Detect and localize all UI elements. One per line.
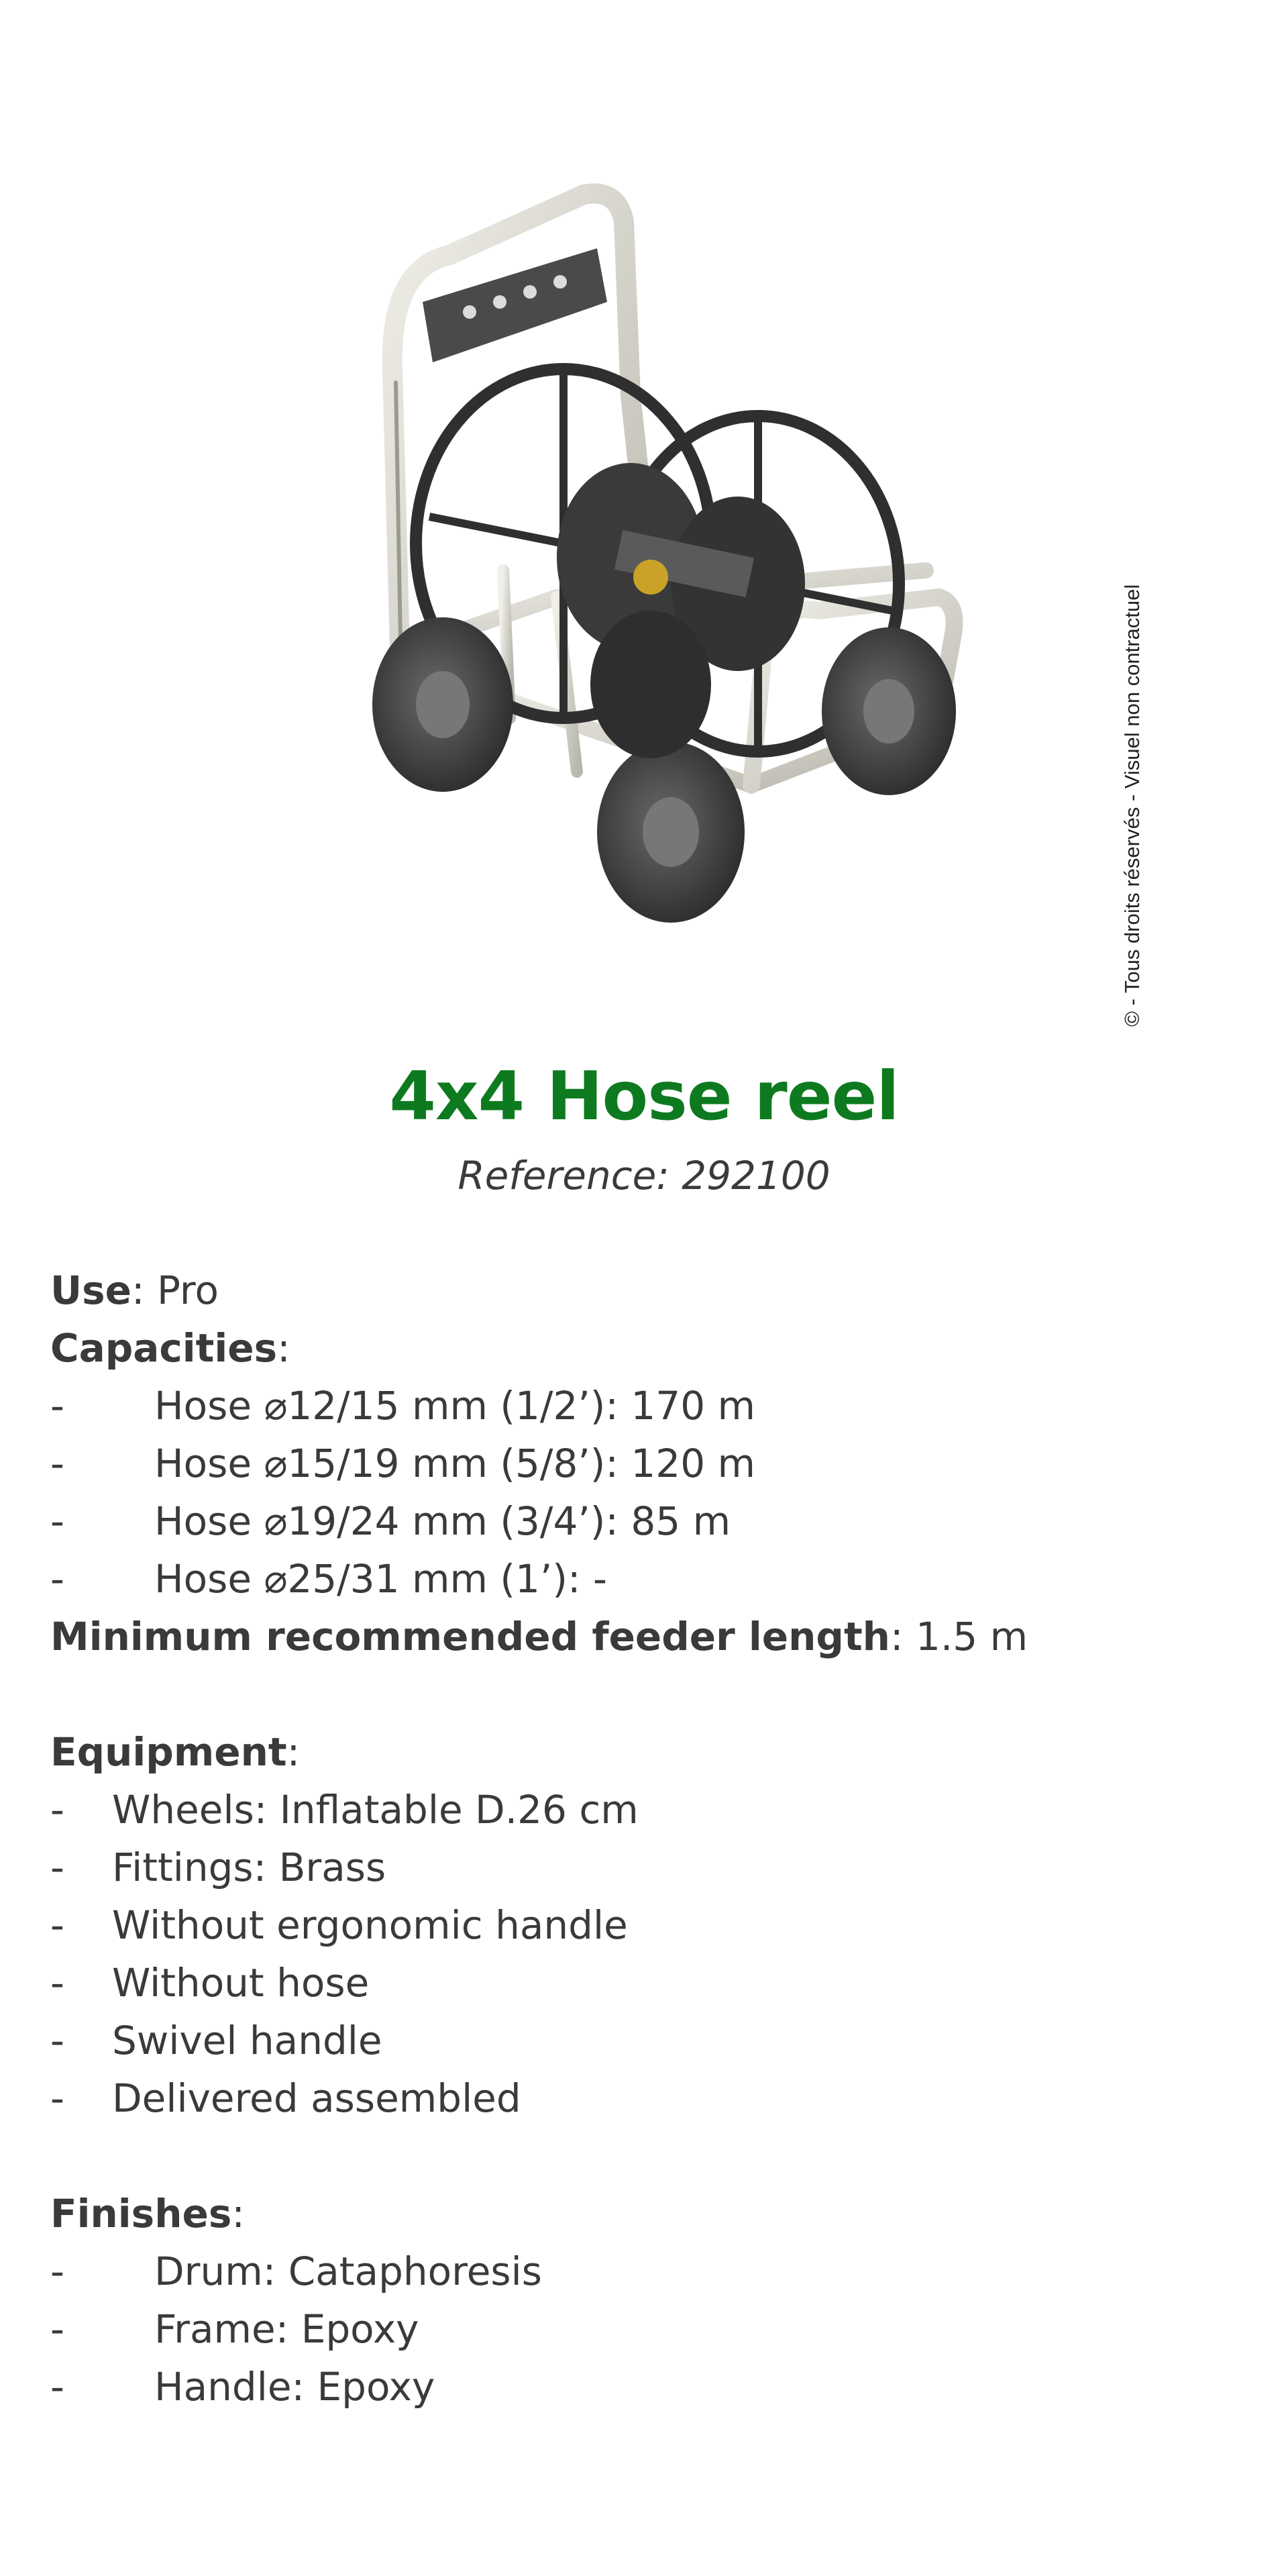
finishes-heading	[50, 2185, 1244, 2243]
finish-item: Handle: Epoxy	[154, 2364, 435, 2410]
list-item	[50, 2012, 1244, 2069]
product-title: 4x4 Hose reel	[389, 1057, 899, 1135]
equipment-heading	[50, 1723, 1244, 1781]
bullet-dash: -	[50, 2249, 64, 2294]
use-separator: :	[131, 1268, 157, 1313]
capacity-item: Hose ⌀25/31 mm (1’): -	[154, 1556, 607, 1602]
bullet-dash: -	[50, 2018, 64, 2063]
equipment-colon: :	[286, 1729, 301, 1775]
list-item	[50, 1781, 1244, 1839]
bullet-dash: -	[50, 1556, 64, 1602]
bullet-dash: -	[50, 1441, 64, 1486]
bullet-dash: -	[50, 1902, 64, 1948]
bullet-dash: -	[50, 1960, 64, 2006]
use-line	[50, 1261, 1244, 1319]
capacity-item: Hose ⌀15/19 mm (5/8’): 120 m	[154, 1441, 756, 1486]
capacities-colon: :	[277, 1325, 290, 1371]
capacity-item: Hose ⌀19/24 mm (3/4’): 85 m	[154, 1498, 731, 1544]
list-item	[50, 2358, 1244, 2416]
spacer	[50, 2127, 1244, 2185]
list-item	[50, 1492, 1244, 1550]
use-label: Use	[50, 1268, 131, 1313]
list-item	[50, 1839, 1244, 1896]
hose-reel-product-image	[335, 168, 1000, 946]
feeder-value: 1.5 m	[915, 1614, 1028, 1659]
list-item	[50, 1954, 1244, 2012]
copyright-notice: © - Tous droits réservés - Visuel non contractuel	[1120, 584, 1144, 1027]
spec-sheet	[50, 1261, 1244, 2416]
list-item	[50, 1550, 1244, 1608]
bullet-dash: -	[50, 2364, 64, 2410]
bullet-dash: -	[50, 2075, 64, 2121]
list-item	[50, 1435, 1244, 1492]
equipment-item: Without hose	[112, 1960, 370, 2006]
equipment-item: Delivered assembled	[112, 2075, 521, 2121]
capacities-label: Capacities	[50, 1325, 278, 1371]
bullet-dash: -	[50, 2306, 64, 2352]
spacer	[50, 1665, 1244, 1723]
product-reference: Reference: 292100	[458, 1153, 830, 1198]
list-item	[50, 2300, 1244, 2358]
list-item	[50, 2069, 1244, 2127]
wheels	[372, 611, 956, 923]
capacities-list	[50, 1377, 1244, 1608]
capacities-heading	[50, 1319, 1244, 1377]
equipment-item: Without ergonomic handle	[112, 1902, 628, 1948]
equipment-item: Swivel handle	[112, 2018, 382, 2063]
equipment-label: Equipment	[50, 1729, 287, 1775]
list-item	[50, 1377, 1244, 1435]
finishes-colon: :	[231, 2191, 245, 2236]
list-item	[50, 2243, 1244, 2300]
finish-item: Drum: Cataphoresis	[154, 2249, 542, 2294]
equipment-item: Fittings: Brass	[112, 1845, 386, 1890]
equipment-item: Wheels: Inflatable D.26 cm	[112, 1787, 639, 1833]
bullet-dash: -	[50, 1383, 64, 1429]
bullet-dash: -	[50, 1498, 64, 1544]
capacity-item: Hose ⌀12/15 mm (1/2’): 170 m	[154, 1383, 756, 1429]
bullet-dash: -	[50, 1787, 64, 1833]
handle-plate	[423, 248, 607, 362]
feeder-label: Minimum recommended feeder length	[50, 1614, 890, 1659]
use-value: Pro	[156, 1268, 219, 1313]
finishes-label: Finishes	[50, 2191, 232, 2236]
feeder-separator: :	[890, 1614, 916, 1659]
equipment-list	[50, 1781, 1244, 2127]
list-item	[50, 1896, 1244, 1954]
bullet-dash: -	[50, 1845, 64, 1890]
finishes-list	[50, 2243, 1244, 2416]
feeder-line	[50, 1608, 1244, 1665]
finish-item: Frame: Epoxy	[154, 2306, 419, 2352]
